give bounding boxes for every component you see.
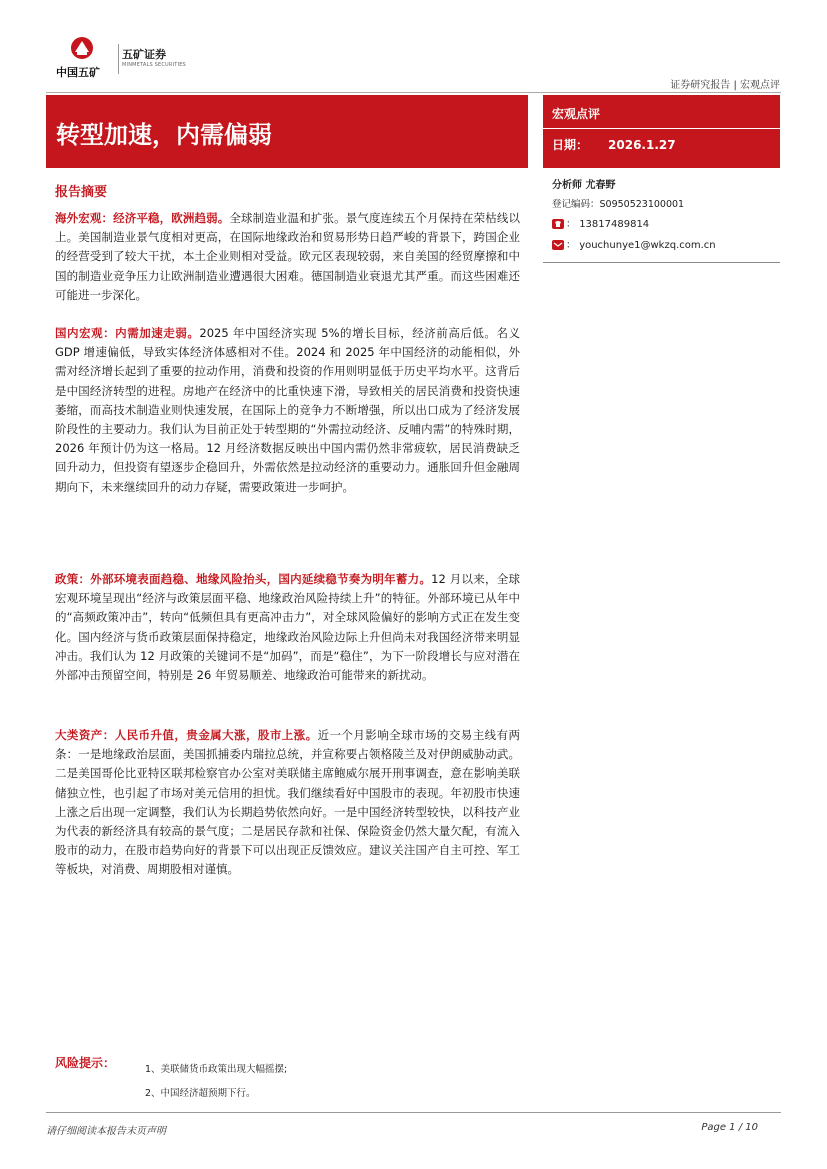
summary-paragraph-domestic: [55, 324, 520, 497]
meta-divider: [543, 128, 780, 129]
footer-disclaimer: 请仔细阅读本报告末页声明: [46, 1126, 166, 1137]
report-date: [552, 136, 676, 153]
logo-brand-name: 五矿证券: [122, 48, 166, 61]
analyst-registration: 登记编码：S0950523100001: [552, 199, 685, 210]
minmetals-emblem-icon: [70, 36, 94, 60]
email-icon: [552, 240, 564, 250]
analyst-phone: 13817489814: [579, 219, 650, 230]
phone-label: ：: [566, 219, 576, 230]
summary-heading: 报告摘要: [55, 185, 108, 200]
analyst-name: 分析师 尤春野: [552, 180, 616, 191]
summary-paragraph-policy: [55, 570, 520, 685]
date-label: 日期：: [552, 138, 589, 152]
risk-label: 风险提示：: [55, 1056, 116, 1070]
paragraph-body: 近一个月影响全球市场的交易主线有两条：一是地缘政治层面，美国抓捕委内瑞拉总统，并宣称要占领格陵兰及对伊朗威胁动武。二是美国哥伦比亚特区联邦检察官办公室对美联储主席鲍威尔展开刑事调查，意在影响美联储独立性，也引起了市场对美元信用的担忧。我们继续看好中国股市的表现。年初股市快速上涨之后出现一定调整，我们认为长期趋势依然向好。一是中国经济转型较快，以科技产业为代表的新经济具有较高的景气度；二是居民存款和社保、保险资金仍然大量欠配，有流入股市的动力，在股市趋势向好的背景下可以出现正反馈效应。建议关注国产自主可控、军工等板块，对消费、周期股相对谨慎。: [55, 728, 521, 877]
analyst-divider: [543, 262, 780, 263]
analyst-email[interactable]: youchunye1@wkzq.com.cn: [579, 240, 716, 251]
footer-divider: [46, 1112, 781, 1113]
paragraph-lead: 政策：外部环境表面趋稳、地缘风险抬头，国内延续稳节奏为明年蓄力。: [55, 572, 432, 586]
risk-item: 1、美联储货币政策出现大幅摇摆;: [145, 1064, 288, 1075]
logo-brand-english: MINMETALS SECURITIES: [122, 62, 186, 68]
logo-company-name: 中国五矿: [56, 66, 100, 79]
summary-paragraph-overseas: [55, 209, 520, 305]
date-value: 2026.1.27: [608, 138, 676, 152]
paragraph-body: 12 月以来，全球宏观环境呈现出“经济与政策层面平稳、地缘政治风险持续上升”的特征。外部环境已从年中的“高频政策冲击”，转向“低频但具有更高冲击力”，对全球风险偏好的影响方式正在发生变化。国内经济与货币政策层面保持稳定，地缘政治风险边际上升但尚未对我国经济带来明显冲击。我们认为 12 月政策的关键词不是“加码”，而是“稳住”，为下一阶段增长与应对潜在外部冲击预留空间，特别是 26 年贸易顺差、地缘政治可能带来的新扰动。: [55, 572, 520, 683]
paragraph-lead: 大类资产：人民币升值，贵金属大涨，股市上涨。: [55, 728, 318, 742]
logo-separator: [118, 44, 119, 74]
risk-list: [145, 1058, 287, 1106]
report-meta-banner: [543, 95, 780, 168]
phone-icon: [552, 219, 564, 229]
report-category: 证券研究报告 | 宏观点评: [670, 80, 780, 91]
summary-paragraph-assets: [55, 726, 520, 880]
report-type: 宏观点评: [552, 107, 601, 121]
email-label: ：: [566, 240, 576, 251]
analyst-phone-row: [552, 215, 649, 230]
paragraph-body: 2025 年中国经济实现 5%的增长目标，经济前高后低。名义 GDP 增速偏低，导致实体经济体感相对不佳。2024 和 2025 年中国经济的动能相似，外需对经济增长起到了重要的拉动作用，消费和投资的作用则明显低于历史平均水平。这背后是中国经济转型的进程。房地产在经济中的比重快速下滑，导致相关的居民消费和投资快速萎缩，而高技术制造业则快速发展，在国际上的竞争力不断增强，所以出口成为了经济发展阶段性的主要动力。我们认为目前正处于转型期的“外需拉动经济、反哺内需”的特殊时期，2026 年预计仍为这一格局。12 月经济数据反映出中国内需仍然非常疲软，居民消费缺乏回升动力，但投资有望逐步企稳回升，外需依然是拉动经济的重要动力。通胀回升但金融周期向下，未来继续回升的动力存疑，需要政策进一步呵护。: [55, 326, 520, 494]
risk-item: 2、中国经济超预期下行。: [145, 1088, 256, 1099]
paragraph-lead: 国内宏观：内需加速走弱。: [55, 326, 200, 340]
page-number: Page 1 / 10: [701, 1122, 758, 1133]
title-banner: [46, 95, 528, 168]
report-title: 转型加速，内需偏弱: [56, 121, 272, 149]
company-logo: [56, 36, 206, 80]
header-divider: [46, 92, 781, 93]
analyst-email-row: [552, 236, 716, 251]
paragraph-lead: 海外宏观：经济平稳，欧洲趋弱。: [55, 211, 230, 225]
paragraph-body: 全球制造业温和扩张。景气度连续五个月保持在荣枯线以上。美国制造业景气度相对更高，在国际地缘政治和贸易形势日趋严峻的背景下，跨国企业的经营受到了较大干扰，本土企业则相对受益。欧元区表现较弱，来自美国的经贸摩擦和中国的制造业竞争压力让欧洲制造业遭遇很大困难。德国制造业衰退尤其严重。而这些困难还可能进一步深化。: [55, 211, 520, 302]
